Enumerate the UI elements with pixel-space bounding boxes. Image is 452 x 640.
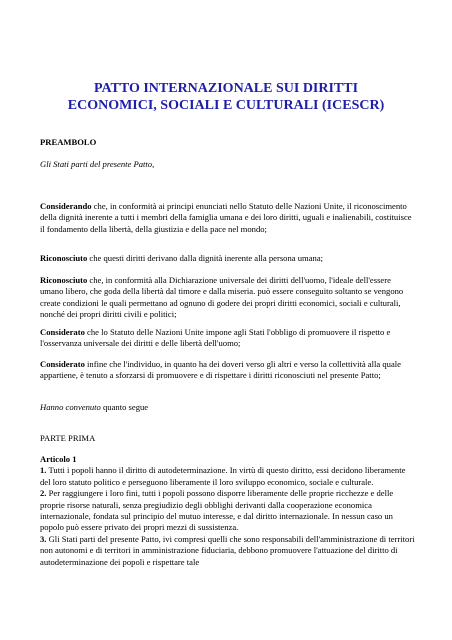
article-1	[40, 454, 416, 568]
paragraph-text: quanto segue	[100, 402, 149, 412]
clause-text: Gli Stati parti del presente Patto, ivi compresi quelli che sono responsabili dell'amministrazione di territori non autonomi e di territori in amministrazione fiduciaria, debbono promuovere l'attuazione del diritto di autodeterminazione dei popoli e rispettare tale	[40, 533, 415, 567]
intro-text: Gli Stati parti del presente Patto,	[40, 159, 155, 169]
paragraph-text: infine che l'individuo, in quanto ha dei doveri verso gli altri e verso la collettività alla quale appartiene, è tenuto a sforzarsi di promuovere e di rispettare i diritti riconosciuti nel presente Patto;	[40, 359, 401, 381]
document-title	[40, 80, 412, 114]
lead-word: Hanno convenuto	[40, 402, 101, 412]
part-heading	[40, 433, 416, 444]
paragraph-text: che, in conformità ai principi enunciati nello Statuto delle Nazioni Unite, il riconoscimento della dignità inerente a tutti i membri della famiglia umana e dei loro diritti, uguali e inalienabili, costituisce il fondamento della libertà, della giustizia e della pace nel mondo;	[40, 201, 412, 234]
preambolo-heading-text: PREAMBOLO	[40, 137, 97, 147]
article-heading: Articolo 1	[40, 454, 77, 464]
paragraph-considerando	[40, 201, 416, 235]
title-line-1: PATTO INTERNAZIONALE SUI DIRITTI	[93, 81, 359, 96]
lead-word: Considerato	[40, 359, 85, 369]
title-line-2: ECONOMICI, SOCIALI E CULTURALI (ICESCR)	[67, 98, 385, 113]
clause-number: 2.	[40, 488, 47, 499]
paragraph-considerato-2	[40, 359, 416, 382]
preambolo-heading	[40, 137, 416, 148]
lead-word: Riconosciuto	[40, 253, 88, 263]
paragraph-text: che lo Statuto delle Nazioni Unite impone agli Stati l'obbligo di promuovere il rispetto e l'osservanza universale dei diritti e delle libertà dell'uomo;	[40, 327, 391, 349]
paragraph-considerato-1	[40, 327, 416, 350]
intro-paragraph	[40, 159, 416, 170]
paragraph-riconosciuto-2	[40, 275, 416, 321]
lead-word: Riconosciuto	[40, 275, 88, 285]
clause-text: Per raggiungere i loro fini, tutti i popoli possono disporre liberamente delle proprie ricchezze e delle proprie risorse naturali, senza pregiudizio degli obblighi derivanti dalla cooperazione economica internazionale, fondata sul principio del mutuo interesse, e dal diritto internazionale. In nessun caso un popolo può essere privato dei propri mezzi di sussistenza.	[40, 488, 394, 533]
part-heading-text: PARTE PRIMA	[40, 433, 96, 443]
paragraph-text: che, in conformità alla Dichiarazione universale dei diritti dell'uomo, l'ideale dell'essere umano libero, che goda della libertà dal timore e dalla miseria. può essere conseguito soltanto se vengono create condizioni le quali permettano ad ognuno di godere dei propri diritti economici, sociali e culturali, nonché dei propri diritti civili e politici;	[40, 275, 404, 320]
paragraph-text: che questi diritti derivano dalla dignità inerente alla persona umana;	[87, 253, 324, 263]
clause-number: 3.	[40, 533, 47, 544]
lead-word: Considerato	[40, 327, 85, 337]
clause-text: Tutti i popoli hanno il diritto di autodeterminazione. In virtù di questo diritto, essi decidono liberamente del loro statuto politico e perseguono liberamente il loro sviluppo economico, sociale e culturale.	[40, 465, 406, 487]
paragraph-riconosciuto-1	[40, 253, 416, 264]
lead-word: Considerando	[40, 201, 92, 211]
paragraph-agreed	[40, 402, 416, 413]
clause-number: 1.	[40, 465, 47, 476]
